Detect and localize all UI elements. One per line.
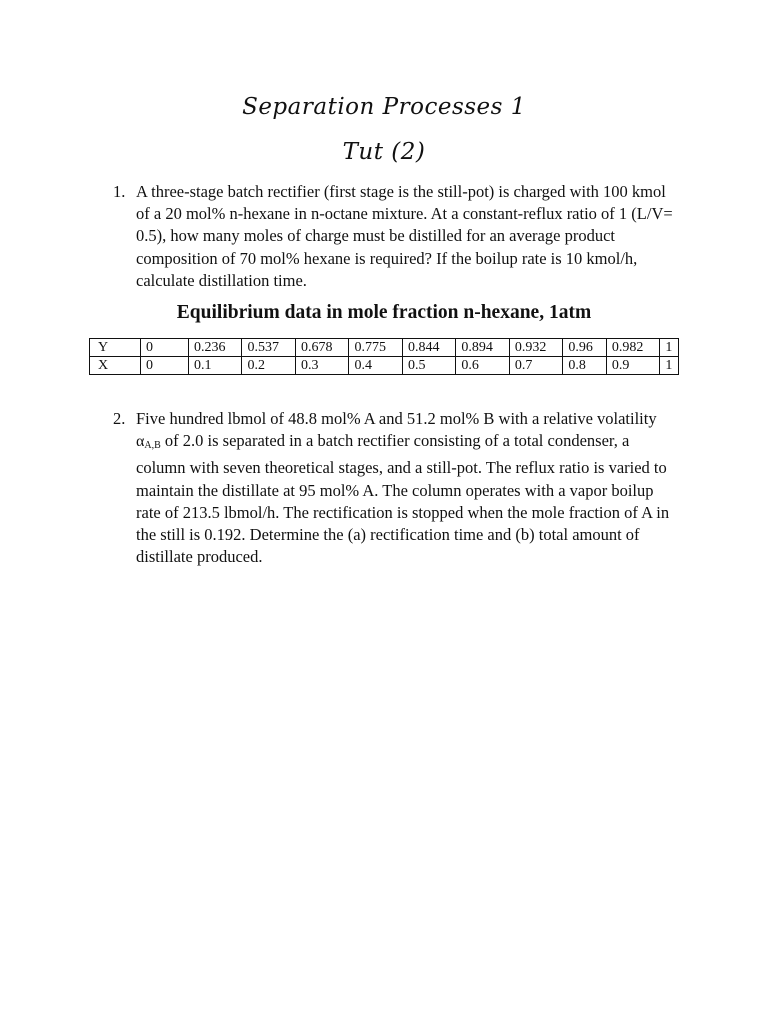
row-label: Y [90,339,141,357]
table-row [90,357,679,375]
alpha-symbol: α [136,433,145,451]
table-row [90,339,679,357]
table-cell: 1 [660,357,679,375]
table-cell: 0.844 [402,339,455,357]
question-2-text-after: of 2.0 is separated in a batch rectifier consisting of a total condenser, a column with seven theoretical stages, and a still-pot. The reflux ratio is varied to maintain the distillate at 95 mol% A. The column operates with a vapor boilup rate of 213.5 lbmol/h. The rectification is stopped when the mole fraction of A in the still is 0.192. Determine the (a) rectification time and (b) total amount of distillate produced. [136,431,670,567]
table-cell: 1 [660,339,679,357]
alpha-subscript: A,B [144,440,161,452]
question-2 [113,408,678,568]
question-1-text: A three-stage batch rectifier (first stage is the still-pot) is charged with 100 kmol of a 20 mol% n-hexane in n-octane mixture. At a constant-reflux ratio of 1 (L/V= 0.5), how many moles of charge must be distilled for an average product composition of 70 mol% hexane is required? If the boilup rate is 10 kmol/h, calculate distillation time. [136,182,673,290]
table-cell: 0.96 [563,339,607,357]
table-cell: 0 [141,339,189,357]
question-2-number: 2. [113,409,126,428]
page-title: Separation Processes 1 [242,94,526,120]
row-label: X [90,357,141,375]
table-cell: 0 [141,357,189,375]
table-cell: 0.932 [509,339,562,357]
equilibrium-table [89,338,679,375]
table-cell: 0.8 [563,357,607,375]
question-1 [113,181,678,292]
page-subtitle: Tut (2) [342,139,426,165]
table-cell: 0.7 [509,357,562,375]
table-cell: 0.982 [606,339,659,357]
question-1-number: 1. [113,182,126,201]
table-cell: 0.775 [349,339,402,357]
table-cell: 0.678 [295,339,348,357]
question-2-text-before: Five hundred lbmol of 48.8 mol% A and 51.2 mol% B with a relative volatility [136,409,657,428]
table-cell: 0.2 [242,357,295,375]
table-cell: 0.6 [456,357,509,375]
table-cell: 0.5 [402,357,455,375]
question-2-text [136,408,678,568]
table-cell: 0.9 [606,357,659,375]
table-cell: 0.236 [189,339,242,357]
equilibrium-table-title: Equilibrium data in mole fraction n-hexane, 1atm [176,302,592,323]
table-cell: 0.4 [349,357,402,375]
table-cell: 0.894 [456,339,509,357]
table-cell: 0.1 [189,357,242,375]
table-cell: 0.537 [242,339,295,357]
table-cell: 0.3 [295,357,348,375]
